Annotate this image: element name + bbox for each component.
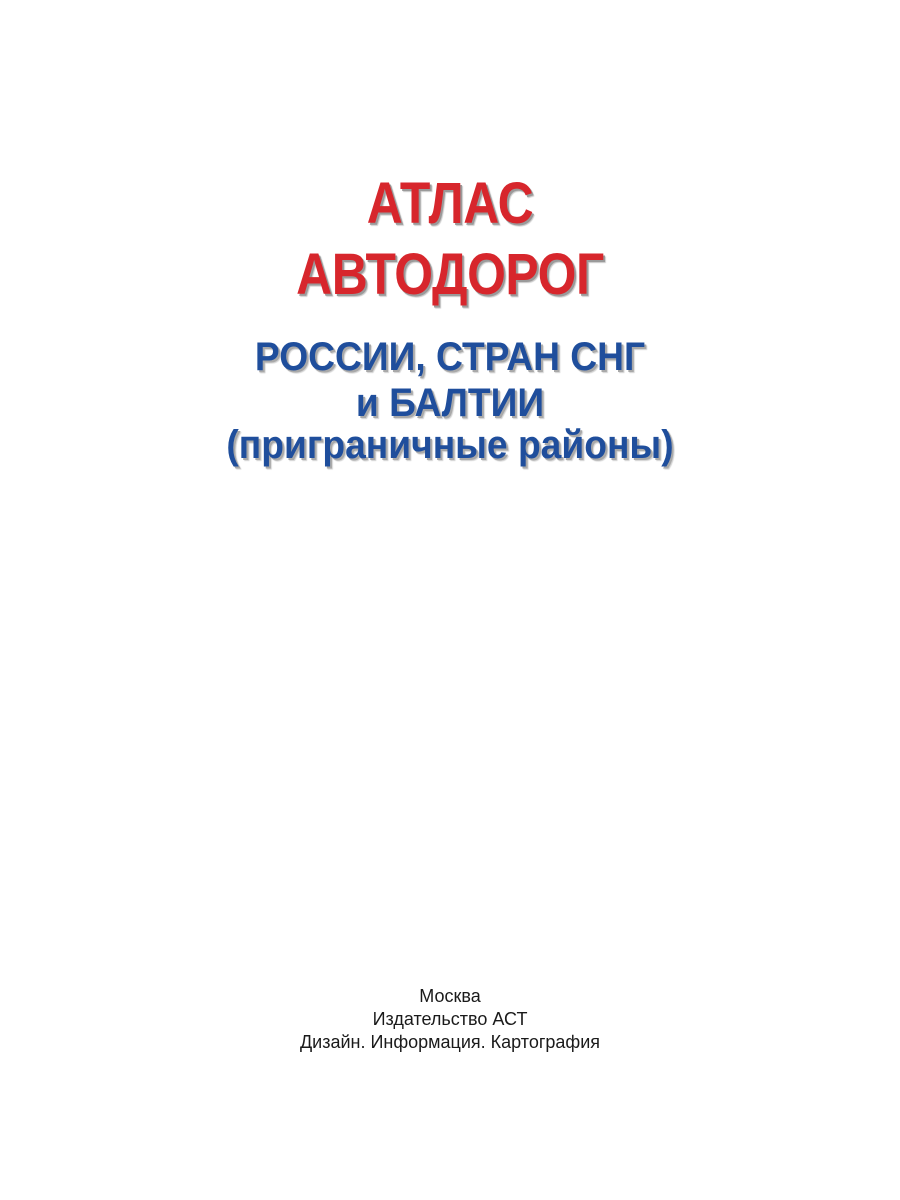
subtitle-line-baltic: и БАЛТИИ bbox=[355, 381, 545, 425]
imprint-publisher: Издательство АСТ bbox=[372, 1009, 528, 1029]
imprint-series: Дизайн. Информация. Картография bbox=[299, 1032, 601, 1052]
subtitle-line-border-areas: (приграничные районы) bbox=[226, 423, 674, 467]
imprint-city: Москва bbox=[419, 986, 481, 1006]
subtitle-line-countries: РОССИИ, СТРАН СНГ bbox=[254, 335, 646, 379]
title-line-atlas: АТЛАС bbox=[366, 171, 534, 236]
title-line-roads: АВТОДОРОГ bbox=[296, 242, 604, 307]
imprint-block bbox=[0, 985, 900, 1054]
